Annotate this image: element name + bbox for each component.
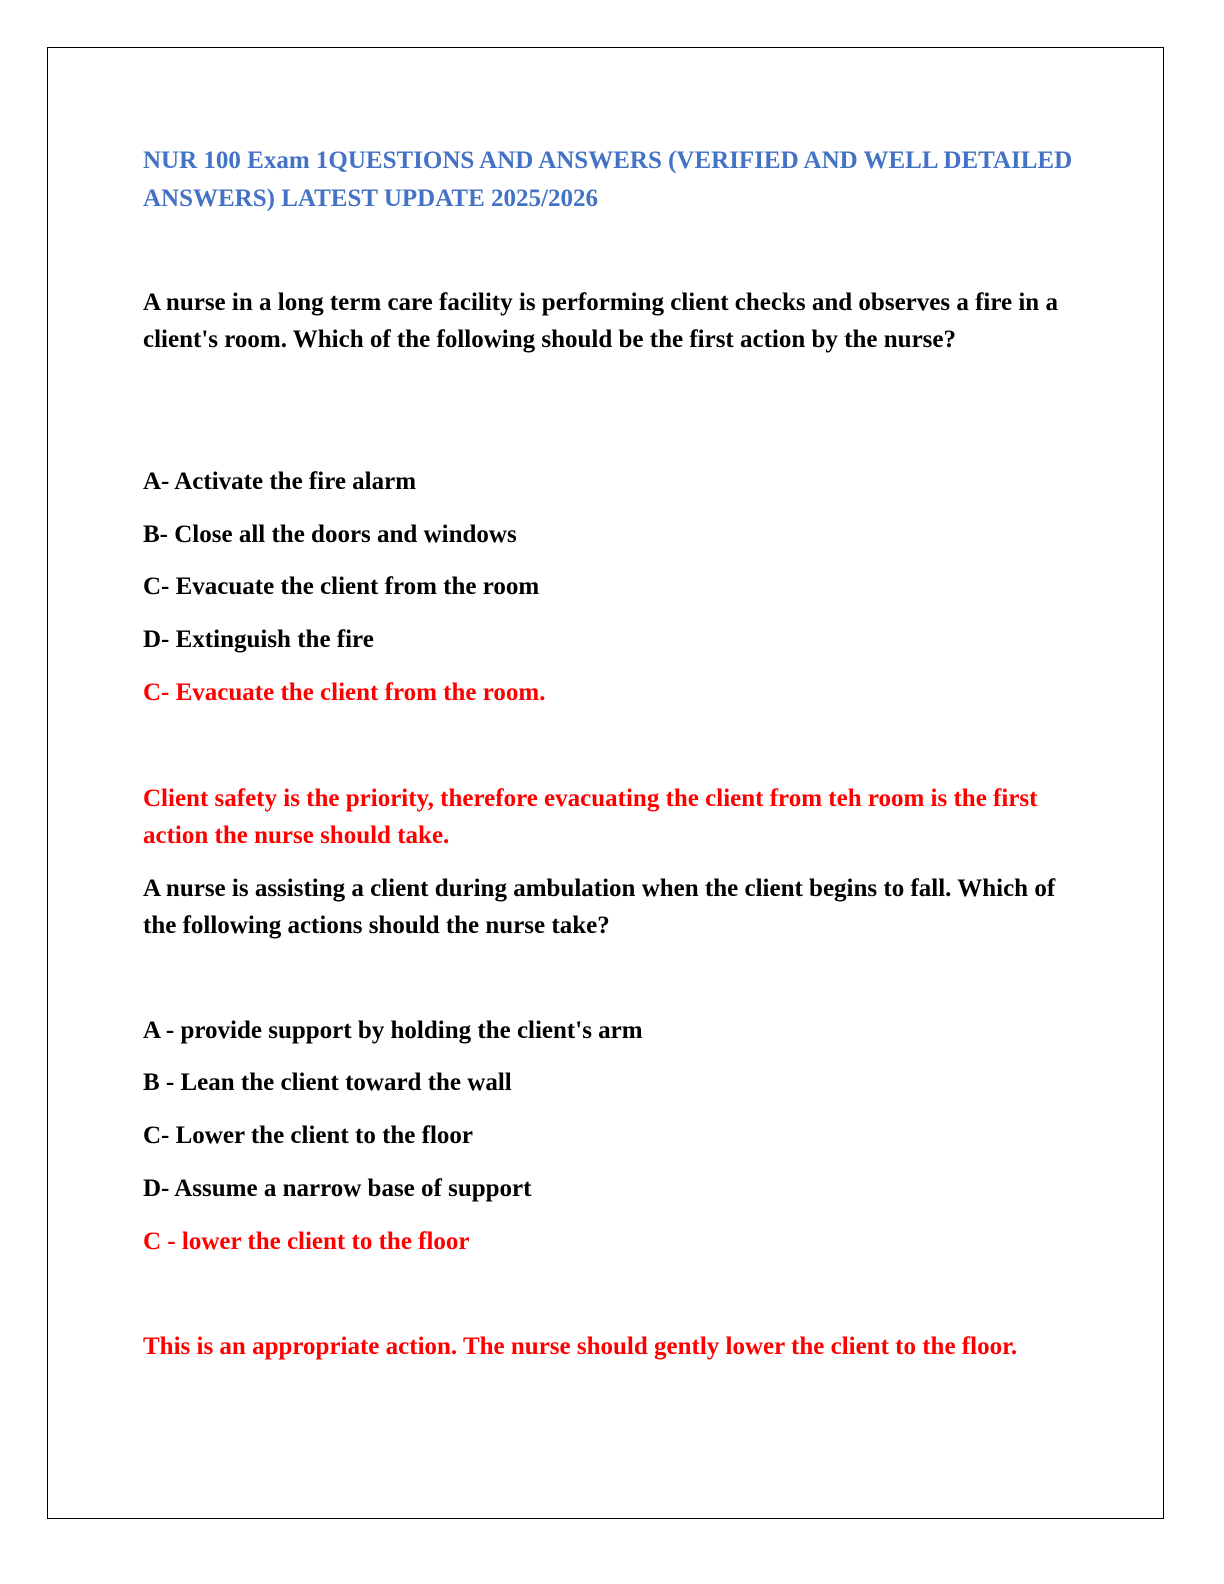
question-1-option-c: C- Evacuate the client from the room (143, 573, 540, 600)
question-2-text: A nurse is assisting a client during ambulation when the client begins to fall. Which of the following actions should the nurse take? (143, 875, 1056, 939)
question-2-option-d: D- Assume a narrow base of support (143, 1175, 532, 1202)
question-1-option-d: D- Extinguish the fire (143, 626, 374, 653)
question-2-option-c: C- Lower the client to the floor (143, 1122, 474, 1149)
question-1-rationale: Client safety is the priority, therefore evacuating the client from teh room is the first action the nurse should take. (143, 785, 1038, 849)
question-2-answer: C - lower the client to the floor (143, 1228, 470, 1255)
question-2-option-b: B - Lean the client toward the wall (143, 1069, 512, 1096)
question-1-answer: C- Evacuate the client from the room. (143, 679, 546, 706)
document-title: NUR 100 Exam 1QUESTIONS AND ANSWERS (VERIFIED AND WELL DETAILED ANSWERS) LATEST UPDATE 2025/2026 (143, 147, 1073, 212)
question-2-rationale: This is an appropriate action. The nurse should gently lower the client to the floor. (143, 1333, 1018, 1360)
question-1-option-b: B- Close all the doors and windows (143, 521, 517, 548)
question-2-option-a: A - provide support by holding the client's arm (143, 1017, 643, 1044)
question-1-option-a: A- Activate the fire alarm (143, 468, 417, 495)
question-1-text: A nurse in a long term care facility is performing client checks and observes a fire in a client's room. Which of the following should be the first action by the nurse? (143, 289, 1058, 353)
